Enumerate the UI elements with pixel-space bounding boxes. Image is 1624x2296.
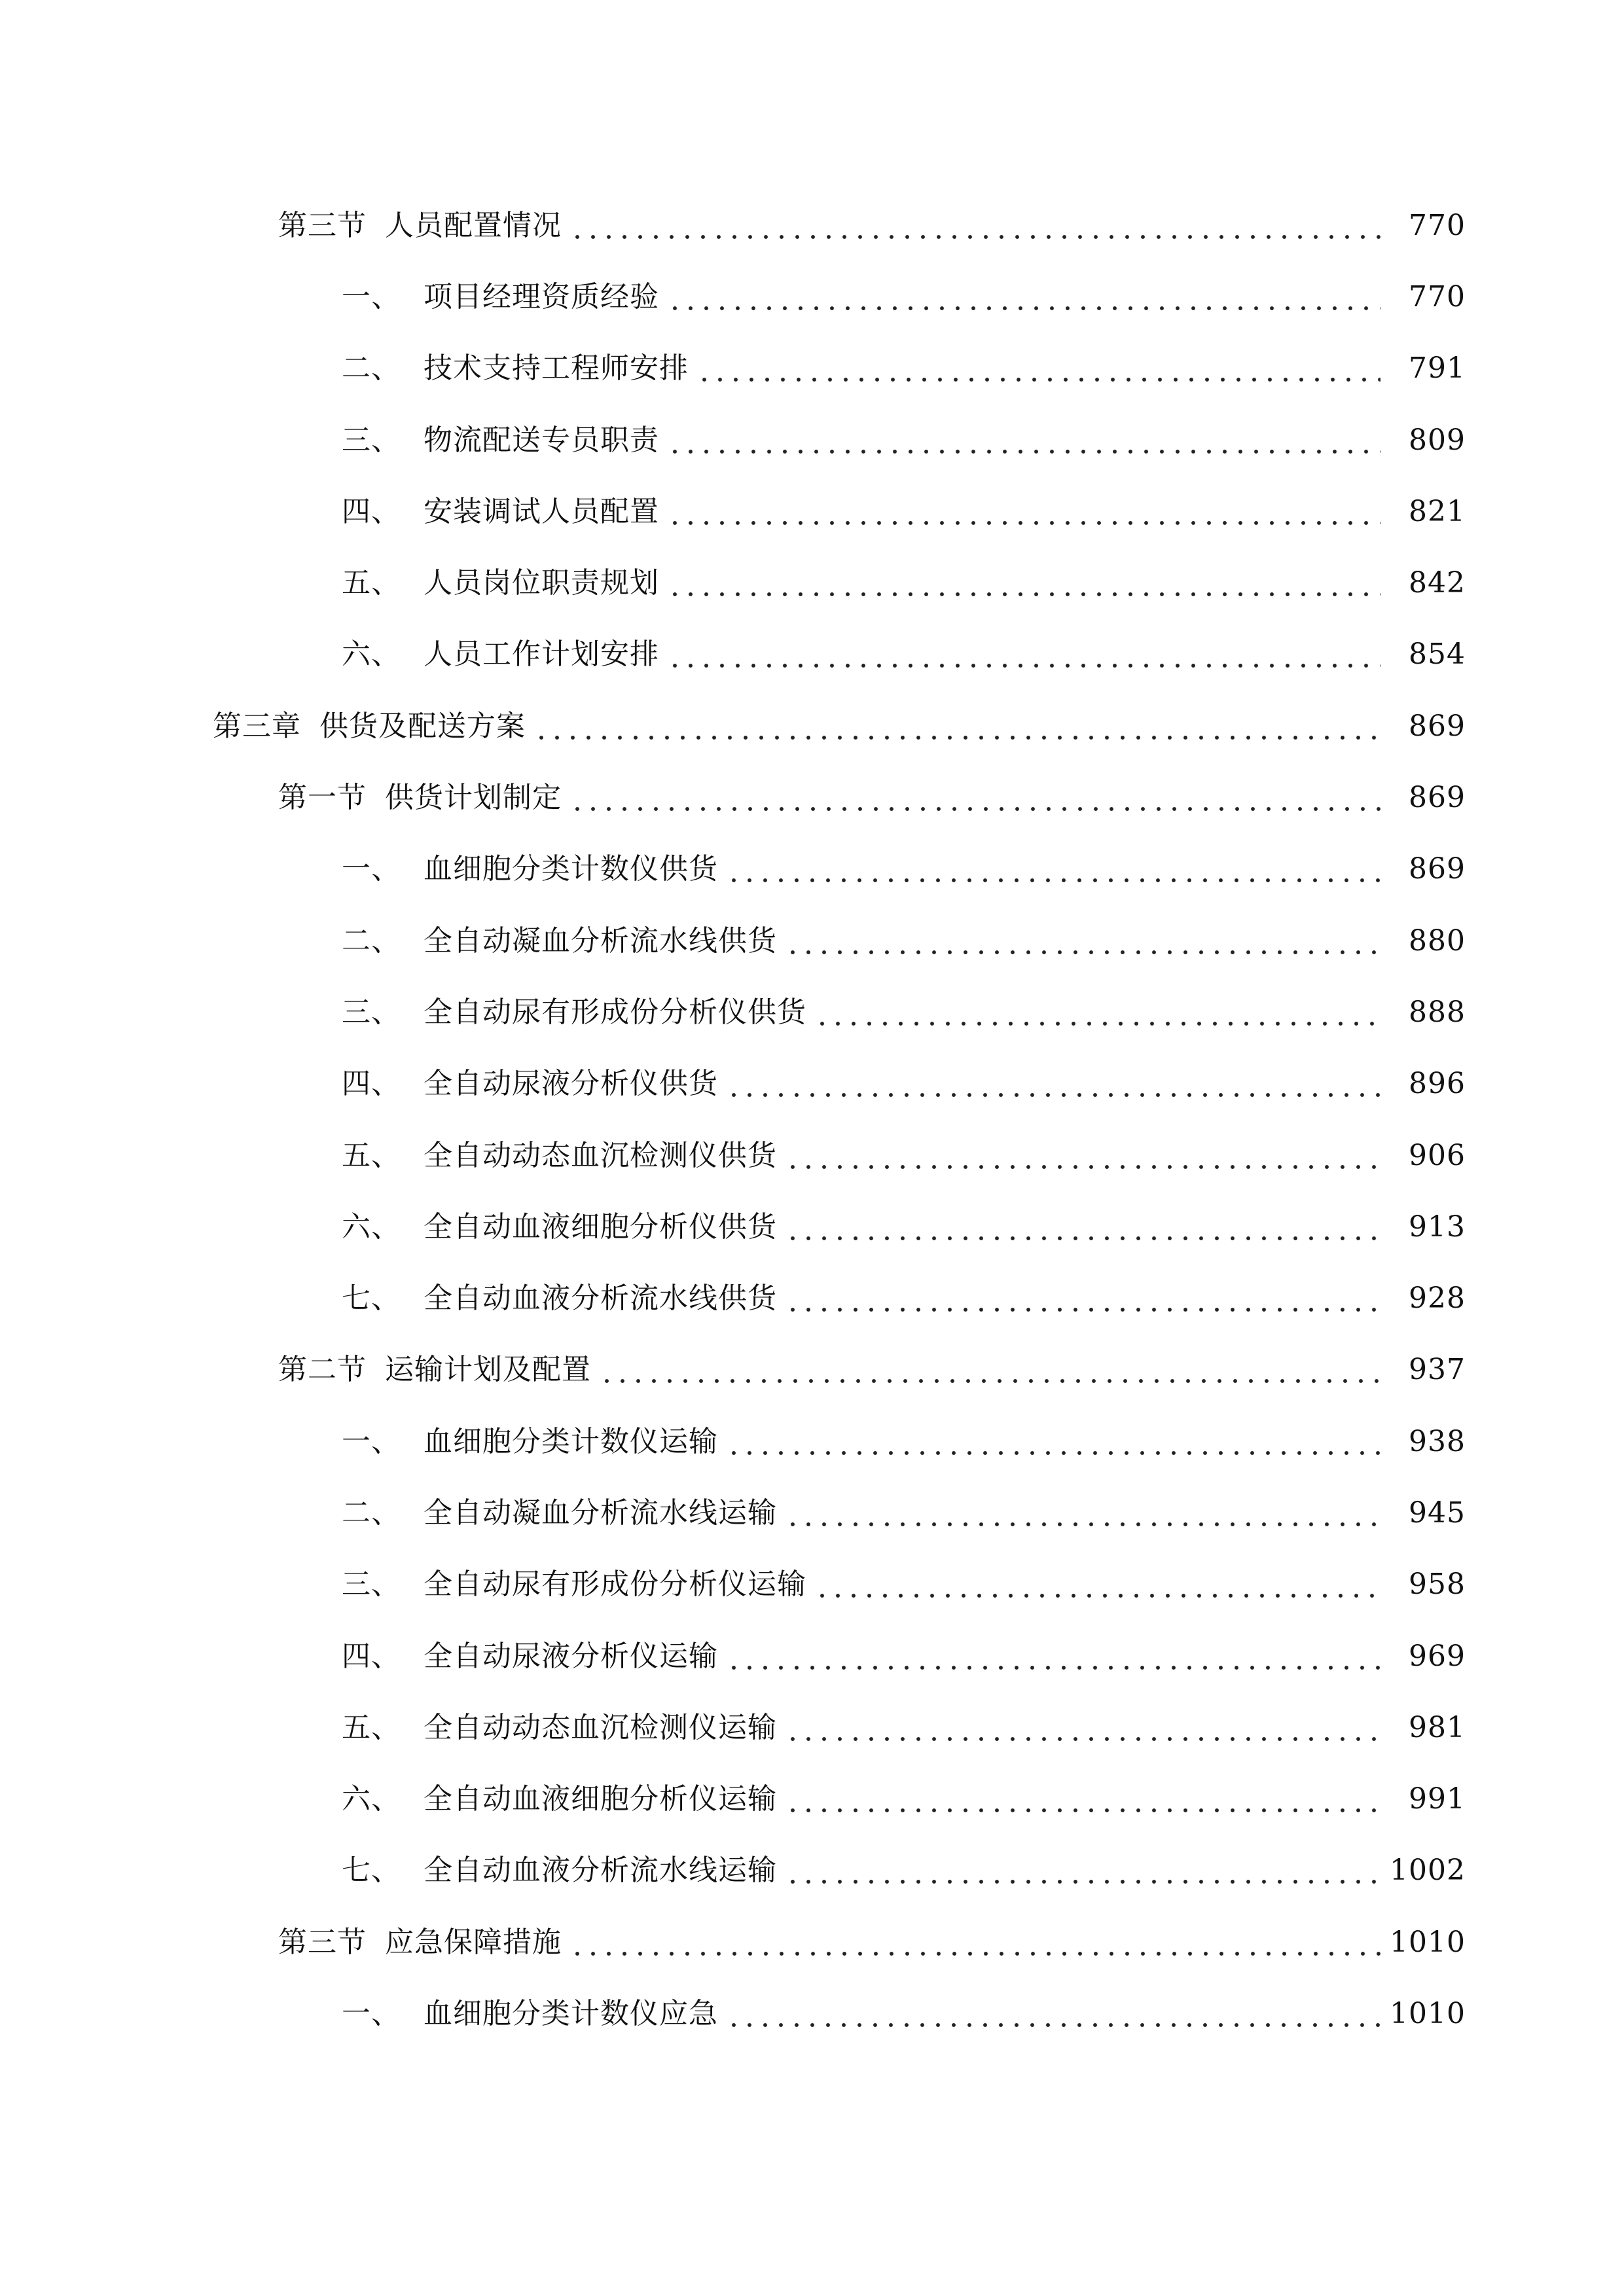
toc-entry-label: 四、 [342, 1639, 401, 1673]
dot-leader [533, 712, 1380, 741]
toc-page-number: 969 [1409, 1639, 1466, 1673]
toc-entry-text [342, 1854, 777, 1888]
dot-leader [726, 1427, 1380, 1456]
toc-entry-title: 供货及配送方案 [319, 709, 526, 743]
toc-page-number: 809 [1409, 423, 1466, 457]
toc-entry[interactable] [0, 905, 1624, 977]
dot-leader [785, 1213, 1380, 1242]
toc-entry-label: 二、 [342, 1496, 401, 1530]
toc-page-number: 906 [1409, 1138, 1466, 1172]
toc-entry-label: 第三节 [278, 1925, 367, 1959]
toc-entry-title: 全自动尿液分析仪运输 [424, 1639, 718, 1673]
toc-page-number: 1010 [1390, 1925, 1466, 1959]
toc-entry-text [342, 1568, 806, 1602]
toc-entry-label: 六、 [342, 1782, 401, 1816]
dot-leader [569, 211, 1380, 240]
toc-entry-label: 一、 [342, 1997, 401, 2031]
toc-entry-label: 三、 [342, 423, 401, 457]
toc-entry[interactable] [0, 977, 1624, 1048]
toc-entry-text [342, 1282, 777, 1316]
toc-entry-text [278, 1353, 591, 1387]
toc-entry-text [278, 208, 562, 242]
dot-leader [726, 1642, 1380, 1671]
toc-page-number: 945 [1409, 1496, 1466, 1530]
toc-entry-title: 项目经理资质经验 [424, 279, 659, 314]
toc-entry[interactable] [0, 547, 1624, 619]
dot-leader [785, 1499, 1380, 1528]
toc-entry-title: 应急保障措施 [385, 1925, 562, 1959]
toc-entry-title: 全自动尿有形成份分析仪供货 [424, 995, 806, 1029]
toc-entry-title: 物流配送专员职责 [424, 423, 659, 457]
dot-leader [569, 783, 1380, 812]
toc-entry-title: 全自动血液细胞分析仪运输 [424, 1782, 777, 1816]
toc-entry-text [342, 566, 659, 600]
toc-page-number: 1010 [1390, 1997, 1466, 2031]
toc-entry[interactable] [0, 1120, 1624, 1191]
toc-page-number: 991 [1409, 1782, 1466, 1816]
dot-leader [667, 283, 1380, 312]
toc-entry-title: 全自动凝血分析流水线运输 [424, 1496, 777, 1530]
toc-entry-text [342, 351, 689, 386]
dot-leader [785, 1856, 1380, 1885]
toc-entry-label: 一、 [342, 1424, 401, 1458]
toc-entry[interactable] [0, 691, 1624, 762]
toc-entry[interactable] [0, 333, 1624, 404]
dot-leader [726, 2000, 1380, 2028]
toc-entry-title: 全自动血液分析流水线运输 [424, 1854, 777, 1888]
table-of-contents [0, 190, 1624, 2050]
dot-leader [599, 1355, 1380, 1384]
toc-entry[interactable] [0, 261, 1624, 332]
toc-entry-label: 五、 [342, 1138, 401, 1172]
toc-entry[interactable] [0, 1477, 1624, 1549]
toc-entry-label: 六、 [342, 637, 401, 672]
toc-entry-title: 血细胞分类计数仪供货 [424, 852, 718, 886]
toc-entry-title: 安装调试人员配置 [424, 494, 659, 528]
toc-entry[interactable] [0, 1406, 1624, 1477]
toc-entry-label: 五、 [342, 1710, 401, 1744]
toc-entry-text [342, 1997, 718, 2031]
toc-entry-label: 第三章 [213, 709, 301, 743]
dot-leader [785, 927, 1380, 956]
toc-entry-label: 三、 [342, 1568, 401, 1602]
toc-page-number: 888 [1409, 995, 1466, 1029]
toc-entry-title: 全自动动态血沉检测仪供货 [424, 1138, 777, 1172]
toc-page-number: 896 [1409, 1067, 1466, 1101]
dot-leader [785, 1284, 1380, 1313]
toc-entry-text [342, 924, 777, 958]
toc-entry[interactable] [0, 1692, 1624, 1763]
toc-entry-label: 七、 [342, 1854, 401, 1888]
toc-page-number: 928 [1409, 1282, 1466, 1316]
dot-leader [667, 497, 1380, 526]
toc-entry-title: 技术支持工程师安排 [424, 351, 689, 386]
toc-entry[interactable] [0, 404, 1624, 476]
toc-entry-text [342, 1424, 718, 1458]
toc-entry-text [278, 781, 562, 815]
toc-entry-label: 第一节 [278, 781, 367, 815]
toc-entry-text [342, 279, 659, 314]
toc-page-number: 869 [1409, 852, 1466, 886]
dot-leader [726, 855, 1380, 884]
toc-entry-text [342, 852, 718, 886]
toc-entry-label: 二、 [342, 351, 401, 386]
toc-entry-title: 全自动血液细胞分析仪供货 [424, 1210, 777, 1244]
toc-entry[interactable] [0, 1549, 1624, 1621]
toc-entry-title: 运输计划及配置 [385, 1353, 591, 1387]
toc-entry-title: 全自动尿液分析仪供货 [424, 1067, 718, 1101]
dot-leader [814, 998, 1380, 1027]
toc-entry-title: 血细胞分类计数仪应急 [424, 1997, 718, 2031]
toc-entry-text [213, 709, 526, 743]
toc-entry[interactable] [0, 1191, 1624, 1263]
toc-page-number: 958 [1409, 1568, 1466, 1602]
toc-entry[interactable] [0, 1907, 1624, 1978]
toc-entry[interactable] [0, 1049, 1624, 1120]
toc-page-number: 1002 [1390, 1854, 1466, 1888]
toc-entry-label: 四、 [342, 494, 401, 528]
toc-page-number: 854 [1409, 637, 1466, 672]
toc-entry-label: 六、 [342, 1210, 401, 1244]
toc-entry-label: 一、 [342, 279, 401, 314]
toc-entry-title: 人员工作计划安排 [424, 637, 659, 672]
toc-entry-text [342, 494, 659, 528]
dot-leader [814, 1570, 1380, 1599]
toc-entry-text [342, 423, 659, 457]
toc-entry-label: 二、 [342, 924, 401, 958]
toc-entry[interactable] [0, 476, 1624, 547]
dot-leader [785, 1785, 1380, 1814]
toc-entry-text [278, 1925, 562, 1959]
toc-page-number: 869 [1409, 781, 1466, 815]
dot-leader [785, 1141, 1380, 1170]
dot-leader [726, 1069, 1380, 1098]
dot-leader [667, 426, 1380, 455]
toc-page-number: 937 [1409, 1353, 1466, 1387]
toc-entry-label: 一、 [342, 852, 401, 886]
toc-page-number: 770 [1409, 208, 1466, 242]
toc-entry-text [342, 995, 806, 1029]
toc-page-number: 821 [1409, 494, 1466, 528]
toc-page-number: 791 [1409, 351, 1466, 386]
toc-entry[interactable] [0, 1835, 1624, 1907]
toc-entry[interactable] [0, 1621, 1624, 1692]
toc-entry-title: 全自动动态血沉检测仪运输 [424, 1710, 777, 1744]
toc-page-number: 842 [1409, 566, 1466, 600]
toc-entry[interactable] [0, 619, 1624, 691]
toc-entry-text [342, 1210, 777, 1244]
toc-page-number: 880 [1409, 924, 1466, 958]
toc-entry-text [342, 1138, 777, 1172]
toc-page-number: 869 [1409, 709, 1466, 743]
toc-entry-title: 血细胞分类计数仪运输 [424, 1424, 718, 1458]
toc-entry-label: 五、 [342, 566, 401, 600]
toc-entry-title: 供货计划制定 [385, 781, 562, 815]
toc-entry-text [342, 1782, 777, 1816]
toc-entry[interactable] [0, 834, 1624, 905]
toc-entry[interactable] [0, 762, 1624, 833]
toc-entry-text [342, 1496, 777, 1530]
dot-leader [569, 1928, 1380, 1957]
toc-entry-text [342, 1639, 718, 1673]
toc-entry[interactable] [0, 1263, 1624, 1334]
toc-entry-title: 全自动凝血分析流水线供货 [424, 924, 777, 958]
toc-page-number: 981 [1409, 1710, 1466, 1744]
toc-entry-text [342, 1710, 777, 1744]
toc-entry-text [342, 1067, 718, 1101]
toc-entry-label: 第二节 [278, 1353, 367, 1387]
toc-page-number: 913 [1409, 1210, 1466, 1244]
dot-leader [785, 1713, 1380, 1742]
toc-entry-title: 人员配置情况 [385, 208, 562, 242]
toc-entry-label: 四、 [342, 1067, 401, 1101]
dot-leader [696, 354, 1380, 383]
toc-entry-text [342, 637, 659, 672]
toc-entry-title: 全自动尿有形成份分析仪运输 [424, 1568, 806, 1602]
dot-leader [667, 640, 1380, 669]
toc-entry[interactable] [0, 190, 1624, 261]
dot-leader [667, 569, 1380, 598]
toc-page-number: 770 [1409, 279, 1466, 314]
toc-entry-label: 三、 [342, 995, 401, 1029]
toc-entry[interactable] [0, 1978, 1624, 2049]
toc-entry-title: 人员岗位职责规划 [424, 566, 659, 600]
toc-entry-label: 第三节 [278, 208, 367, 242]
toc-entry[interactable] [0, 1764, 1624, 1835]
toc-entry-title: 全自动血液分析流水线供货 [424, 1282, 777, 1316]
toc-entry-label: 七、 [342, 1282, 401, 1316]
toc-entry[interactable] [0, 1335, 1624, 1406]
toc-page-number: 938 [1409, 1424, 1466, 1458]
